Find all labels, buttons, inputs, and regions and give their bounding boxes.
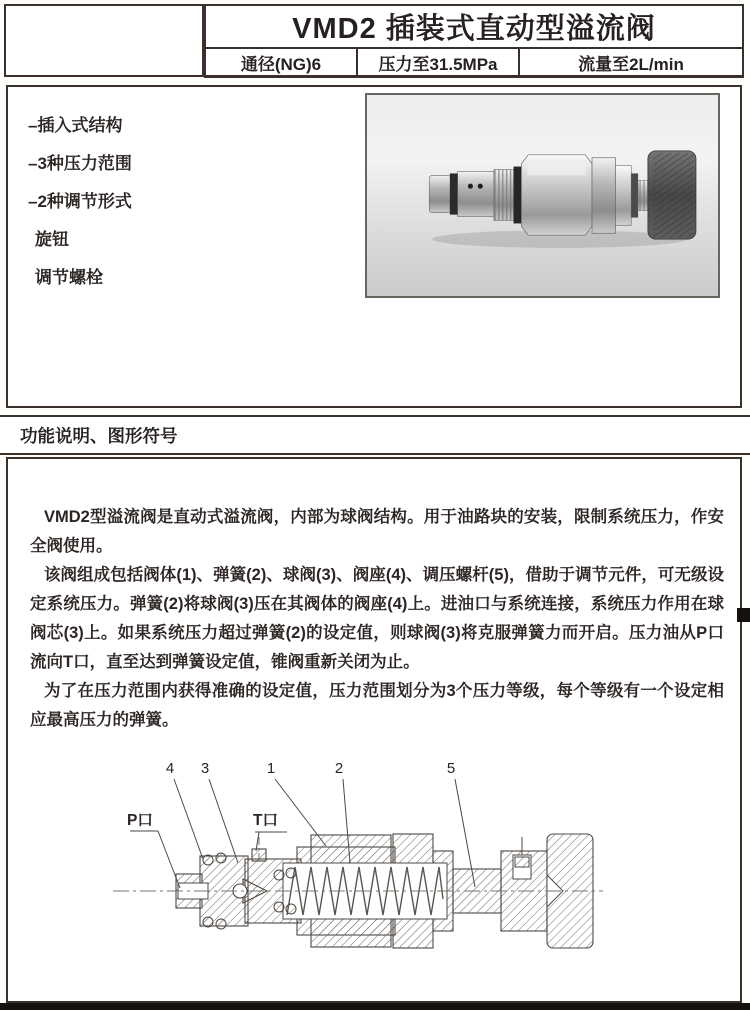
feature-screw: 调节螺栓 xyxy=(35,268,103,287)
port-label-p: P口 xyxy=(127,812,153,829)
function-section xyxy=(6,457,742,1003)
callout-4: 4 xyxy=(165,760,175,777)
footer-bar xyxy=(0,1003,750,1010)
callout-3: 3 xyxy=(200,760,210,777)
feature-cartridge: –插入式结构 xyxy=(28,116,123,135)
port-label-t: T口 xyxy=(253,812,278,829)
cross-section-drawing xyxy=(95,751,657,973)
logo-placeholder-box xyxy=(4,4,204,77)
feature-list xyxy=(28,107,132,297)
feature-adjust-types: –2种调节形式 xyxy=(28,192,132,211)
overview-section xyxy=(6,85,742,408)
section-title: 功能说明、图形符号 xyxy=(20,425,178,446)
description-paragraph-2: 该阀组成包括阀体(1)、弹簧(2)、球阀(3)、阀座(4)、调压螺杆(5)，借助于调节元件，可无级设定系统压力。弹簧(2)将球阀(3)压在其阀体的阀座(4)上。进油口与系统连接，系统压力作用在球阀芯(3)上。如果系统压力超过弹簧(2)的设定值，则球阀(3)将克服弹簧力而开启。压力油从P口流向T口，直至达到弹簧设定值，锥阀重新关闭为止。 xyxy=(30,566,724,671)
description-paragraph-3: 为了在压力范围内获得准确的设定值，压力范围划分为3个压力等级，每个等级有一个设定相应最高压力的弹簧。 xyxy=(30,682,724,729)
description-paragraph-1: VMD2型溢流阀是直动式溢流阀，内部为球阀结构。用于油路块的安装，限制系统压力，作安全阀使用。 xyxy=(30,508,724,555)
feature-knob: 旋钮 xyxy=(35,230,69,249)
function-description xyxy=(30,503,724,735)
spec-pressure: 压力至31.5MPa xyxy=(356,49,520,75)
feature-pressure-ranges: –3种压力范围 xyxy=(28,154,132,173)
section-header xyxy=(0,415,750,455)
callout-2: 2 xyxy=(334,760,344,777)
header xyxy=(204,4,744,78)
callout-1: 1 xyxy=(266,760,276,777)
page-index-tab xyxy=(737,608,750,622)
spec-flow: 流量至2L/min xyxy=(578,54,684,74)
page-title: VMD2 插装式直动型溢流阀 xyxy=(206,6,742,49)
product-photo xyxy=(365,93,720,298)
valve-photo-illustration xyxy=(367,95,718,296)
valve-cross-section xyxy=(95,751,657,973)
spec-diameter: 通径(NG)6 xyxy=(240,54,322,74)
spec-row xyxy=(206,49,742,75)
callout-5: 5 xyxy=(446,760,456,777)
